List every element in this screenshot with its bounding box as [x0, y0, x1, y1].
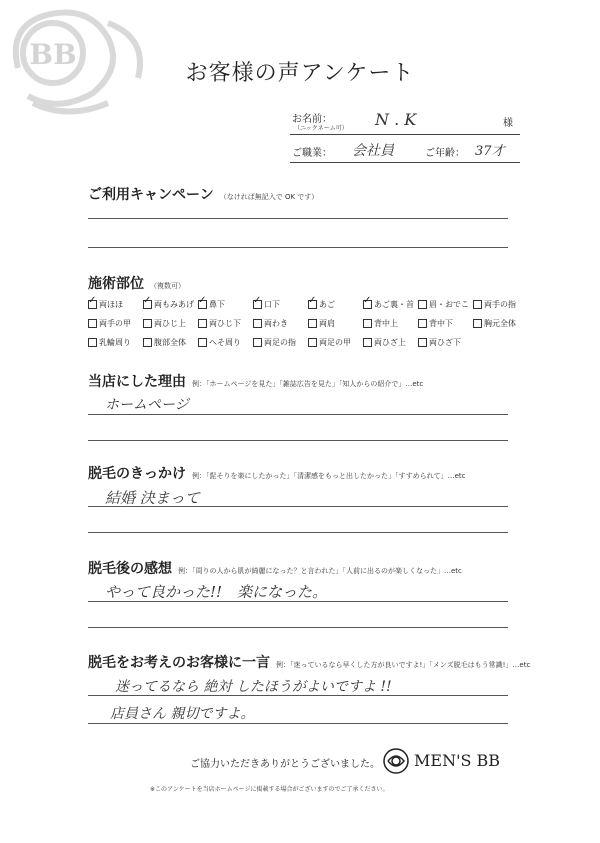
checkbox-icon [143, 300, 152, 309]
message-example: 例：「迷っているなら早くした方が良いですよ!」「メンズ脱毛はもう常識!」…etc [276, 661, 531, 669]
area-label: 両ひざ上 [374, 337, 406, 347]
checkbox-icon [418, 338, 427, 347]
area-label: 両肩 [319, 318, 335, 328]
checkbox-icon [198, 338, 207, 347]
reason-heading: 当店にした理由 例：「ホームページを見た」「雑誌広告を見た」「知人からの紹介で」…etc [88, 374, 424, 390]
area-checkbox-item [198, 296, 253, 312]
checkbox-icon [253, 338, 262, 347]
checkbox-icon [198, 319, 207, 328]
checkbox-icon [253, 319, 262, 328]
impression-example: 例：「周りの人から肌が綺麗になった？と言われた」「人前に出るのが楽しくなった」…etc [178, 567, 462, 575]
message-answer-line-1: 迷ってるなら 絶対 したほうがよいですよ !! [115, 679, 392, 695]
campaign-line-1 [88, 218, 508, 219]
svg-text:BB: BB [29, 38, 77, 71]
area-checkbox-item [418, 334, 473, 350]
reason-line-1 [88, 414, 508, 415]
area-label: 鼻下 [209, 299, 225, 309]
area-checkbox-item [88, 296, 143, 312]
area-label: 背中上 [374, 318, 398, 328]
area-label: 眉・おでこ [429, 299, 469, 309]
reason-line-2 [88, 440, 508, 441]
area-label: 口下 [264, 299, 280, 309]
thanks-text: ご協力いただきありがとうございました。 [190, 759, 380, 770]
area-checkbox-item [253, 334, 308, 350]
area-checkbox-item [143, 315, 198, 331]
age-value: 37才 [475, 144, 505, 159]
area-checkbox-item [198, 334, 253, 350]
area-label: 両足の甲 [319, 337, 351, 347]
checkbox-icon [473, 300, 482, 309]
checkbox-icon [308, 319, 317, 328]
page-title: お客様の声アンケート [185, 61, 415, 86]
area-label: あご裏・首 [374, 299, 414, 309]
area-checkbox-item [418, 315, 473, 331]
area-checkbox-item [363, 296, 418, 312]
impression-line-2 [88, 627, 508, 628]
job-label: ご職業： [292, 148, 332, 159]
area-checkbox-item [418, 296, 473, 312]
impression-heading: 脱毛後の感想 例：「周りの人から肌が綺麗になった？と言われた」「人前に出るのが楽しくなった」…etc [88, 561, 462, 577]
rose-logo-icon [383, 748, 409, 774]
areas-row [88, 296, 528, 312]
area-label: 両ひじ下 [209, 318, 241, 328]
campaign-heading: ご利用キャンペーン （なければ無記入で OK です） [88, 187, 319, 203]
area-label: 両手の指 [484, 299, 516, 309]
name-sublabel: （ニックネーム可） [294, 125, 348, 132]
area-label: 両ひじ上 [154, 318, 186, 328]
area-label: 背中下 [429, 318, 453, 328]
checkbox-icon [143, 338, 152, 347]
area-label: 両足の指 [264, 337, 296, 347]
area-checkbox-item [143, 296, 198, 312]
job-value: 会社員 [352, 143, 394, 159]
trigger-example: 例：「髭そりを楽にしたかった」「清潔感をもっと出したかった」「すすめられて」…etc [192, 472, 466, 480]
area-checkbox-item [363, 315, 418, 331]
area-label: 両わき [264, 318, 288, 328]
area-checkbox-item [88, 315, 143, 331]
checkbox-icon [363, 300, 372, 309]
area-checkbox-item [143, 334, 198, 350]
area-label: 両手の甲 [99, 318, 131, 328]
area-checkbox-item [198, 315, 253, 331]
areas-sublabel: （複数可） [150, 282, 185, 290]
area-checkbox-item [308, 296, 363, 312]
reason-example: 例：「ホームページを見た」「雑誌広告を見た」「知人からの紹介で」…etc [192, 380, 424, 388]
trigger-line-1 [88, 506, 508, 507]
area-checkbox-item [308, 334, 363, 350]
checkbox-icon [418, 319, 427, 328]
checkbox-icon [198, 300, 207, 309]
trigger-heading: 脱毛のきっかけ 例：「髭そりを楽にしたかった」「清潔感をもっと出したかった」「すすめられて」…etc [88, 466, 466, 482]
checkbox-icon [363, 319, 372, 328]
impression-answer: やって良かった!! 楽になった。 [105, 583, 328, 601]
checkbox-icon [143, 319, 152, 328]
area-checkbox-item [363, 334, 418, 350]
areas-row [88, 315, 528, 331]
brand-name: MEN'S BB [414, 751, 501, 770]
area-label: 腹部全体 [154, 337, 186, 347]
area-checkbox-item [253, 296, 308, 312]
name-value: N . K [375, 110, 417, 129]
campaign-line-2 [88, 247, 508, 248]
trigger-line-2 [88, 532, 508, 533]
checkbox-icon [88, 319, 97, 328]
checkbox-icon [253, 300, 262, 309]
checkbox-icon [88, 338, 97, 347]
area-checkbox-item [473, 296, 528, 312]
area-label: 両ひざ下 [429, 337, 461, 347]
checkbox-icon [308, 300, 317, 309]
footer-note: ※このアンケートを当店ホームページに掲載する場合がございますのでご了承ください。 [150, 786, 389, 793]
area-checkbox-item [253, 315, 308, 331]
checkbox-icon [88, 300, 97, 309]
job-age-field [290, 138, 520, 163]
name-field [290, 108, 520, 135]
message-heading: 脱毛をお考えのお客様に一言 例：「迷っているなら早くした方が良いですよ!」「メンズ脱毛はもう常識!」…etc [88, 655, 531, 671]
area-checkbox-item [473, 315, 528, 331]
areas-heading: 施術部位 （複数可） [88, 276, 185, 292]
area-label: 乳輪周り [99, 337, 131, 347]
checkbox-icon [473, 319, 482, 328]
message-answer-line-2: 店員さん 親切ですよ。 [110, 706, 255, 722]
trigger-answer: 結婚 決まって [105, 489, 200, 507]
area-label: 両ほほ [99, 299, 123, 309]
message-line-1 [88, 695, 508, 696]
impression-line-1 [88, 601, 508, 602]
area-label: あご [319, 299, 335, 309]
area-checkbox-item [88, 334, 143, 350]
name-suffix: 様 [503, 118, 513, 129]
name-label: お名前： [292, 114, 332, 125]
area-checkbox-item [308, 315, 363, 331]
area-label: へそ周り [209, 337, 241, 347]
campaign-example: （なければ無記入で OK です） [219, 193, 319, 201]
checkbox-icon [363, 338, 372, 347]
area-label: 胸元全体 [484, 318, 516, 328]
checkbox-icon [308, 338, 317, 347]
reason-answer: ホームページ [105, 397, 189, 413]
area-label: 両もみあげ [154, 299, 194, 309]
areas-row [88, 334, 528, 350]
message-line-2 [88, 723, 508, 724]
age-label: ご年齢： [425, 148, 465, 159]
checkbox-icon [418, 300, 427, 309]
